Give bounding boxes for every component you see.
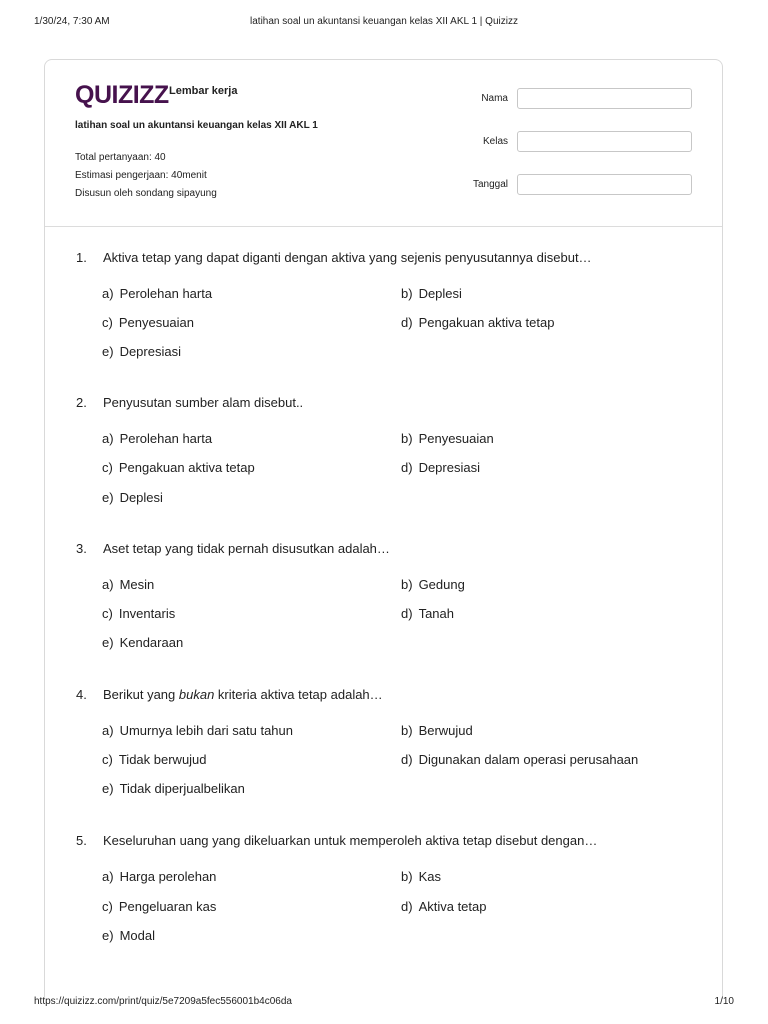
option-e: e) Kendaraan xyxy=(102,635,184,650)
quizizz-logo: QUIZIZZ xyxy=(75,81,169,109)
author-line: Disusun oleh sondang sipayung xyxy=(75,188,217,199)
question-number: 4. xyxy=(76,687,87,702)
option-b: b) Penyesuaian xyxy=(401,431,494,446)
question-text: Penyusutan sumber alam disebut.. xyxy=(103,395,304,410)
option-d: d) Pengakuan aktiva tetap xyxy=(401,315,555,330)
question-text: Aktiva tetap yang dapat diganti dengan aktiva yang sejenis penyusutannya disebut… xyxy=(103,250,592,265)
estimated-time: Estimasi pengerjaan: 40menit xyxy=(75,170,207,181)
option-e: e) Deplesi xyxy=(102,490,163,505)
print-footer xyxy=(34,996,734,1010)
option-b: b) Berwujud xyxy=(401,723,473,738)
option-a: a) Perolehan harta xyxy=(102,286,213,301)
option-a: a) Harga perolehan xyxy=(102,869,217,884)
emphasis-text: bukan xyxy=(178,687,215,702)
option-a: a) Mesin xyxy=(102,577,155,592)
question-number: 3. xyxy=(76,541,87,556)
question-text: Aset tetap yang tidak pernah disusutkan adalah… xyxy=(103,541,390,556)
option-c: c) Tidak berwujud xyxy=(102,752,207,767)
print-header xyxy=(34,16,734,30)
date-label: Tanggal xyxy=(472,179,508,190)
worksheet xyxy=(44,59,723,999)
worksheet-header xyxy=(45,60,722,227)
page-number: 1/10 xyxy=(714,996,734,1007)
option-c: c) Inventaris xyxy=(102,606,176,621)
print-url: https://quizizz.com/print/quiz/5e7209a5fec556001b4c06da xyxy=(34,996,292,1007)
option-c: c) Pengakuan aktiva tetap xyxy=(102,460,255,475)
option-c: c) Penyesuaian xyxy=(102,315,195,330)
option-d: d) Digunakan dalam operasi perusahaan xyxy=(401,752,639,767)
option-a: a) Perolehan harta xyxy=(102,431,213,446)
question-text: Keseluruhan uang yang dikeluarkan untuk memperoleh aktiva tetap disebut dengan… xyxy=(103,833,598,848)
worksheet-label: Lembar kerja xyxy=(169,85,238,97)
option-c: c) Pengeluaran kas xyxy=(102,899,217,914)
question-number: 1. xyxy=(76,250,87,265)
option-d: d) Aktiva tetap xyxy=(401,899,487,914)
name-label: Nama xyxy=(481,93,508,104)
question-number: 5. xyxy=(76,833,87,848)
total-questions: Total pertanyaan: 40 xyxy=(75,152,166,163)
class-field[interactable] xyxy=(517,131,692,152)
option-d: d) Depresiasi xyxy=(401,460,480,475)
question-number: 2. xyxy=(76,395,87,410)
option-b: b) Kas xyxy=(401,869,441,884)
option-e: e) Modal xyxy=(102,928,155,943)
name-field[interactable] xyxy=(517,88,692,109)
option-b: b) Deplesi xyxy=(401,286,462,301)
option-e: e) Depresiasi xyxy=(102,344,181,359)
quiz-title: latihan soal un akuntansi keuangan kelas XII AKL 1 xyxy=(75,120,318,131)
class-label: Kelas xyxy=(482,136,508,147)
question-text: Berikut yang bukan kriteria aktiva tetap adalah… xyxy=(103,687,383,702)
option-b: b) Gedung xyxy=(401,577,465,592)
date-field[interactable] xyxy=(517,174,692,195)
option-a: a) Umurnya lebih dari satu tahun xyxy=(102,723,293,738)
print-page-title: latihan soal un akuntansi keuangan kelas XII AKL 1 | Quizizz xyxy=(250,16,518,27)
print-datetime: 1/30/24, 7:30 AM xyxy=(34,16,110,27)
option-e: e) Tidak diperjualbelikan xyxy=(102,781,245,796)
option-d: d) Tanah xyxy=(401,606,454,621)
